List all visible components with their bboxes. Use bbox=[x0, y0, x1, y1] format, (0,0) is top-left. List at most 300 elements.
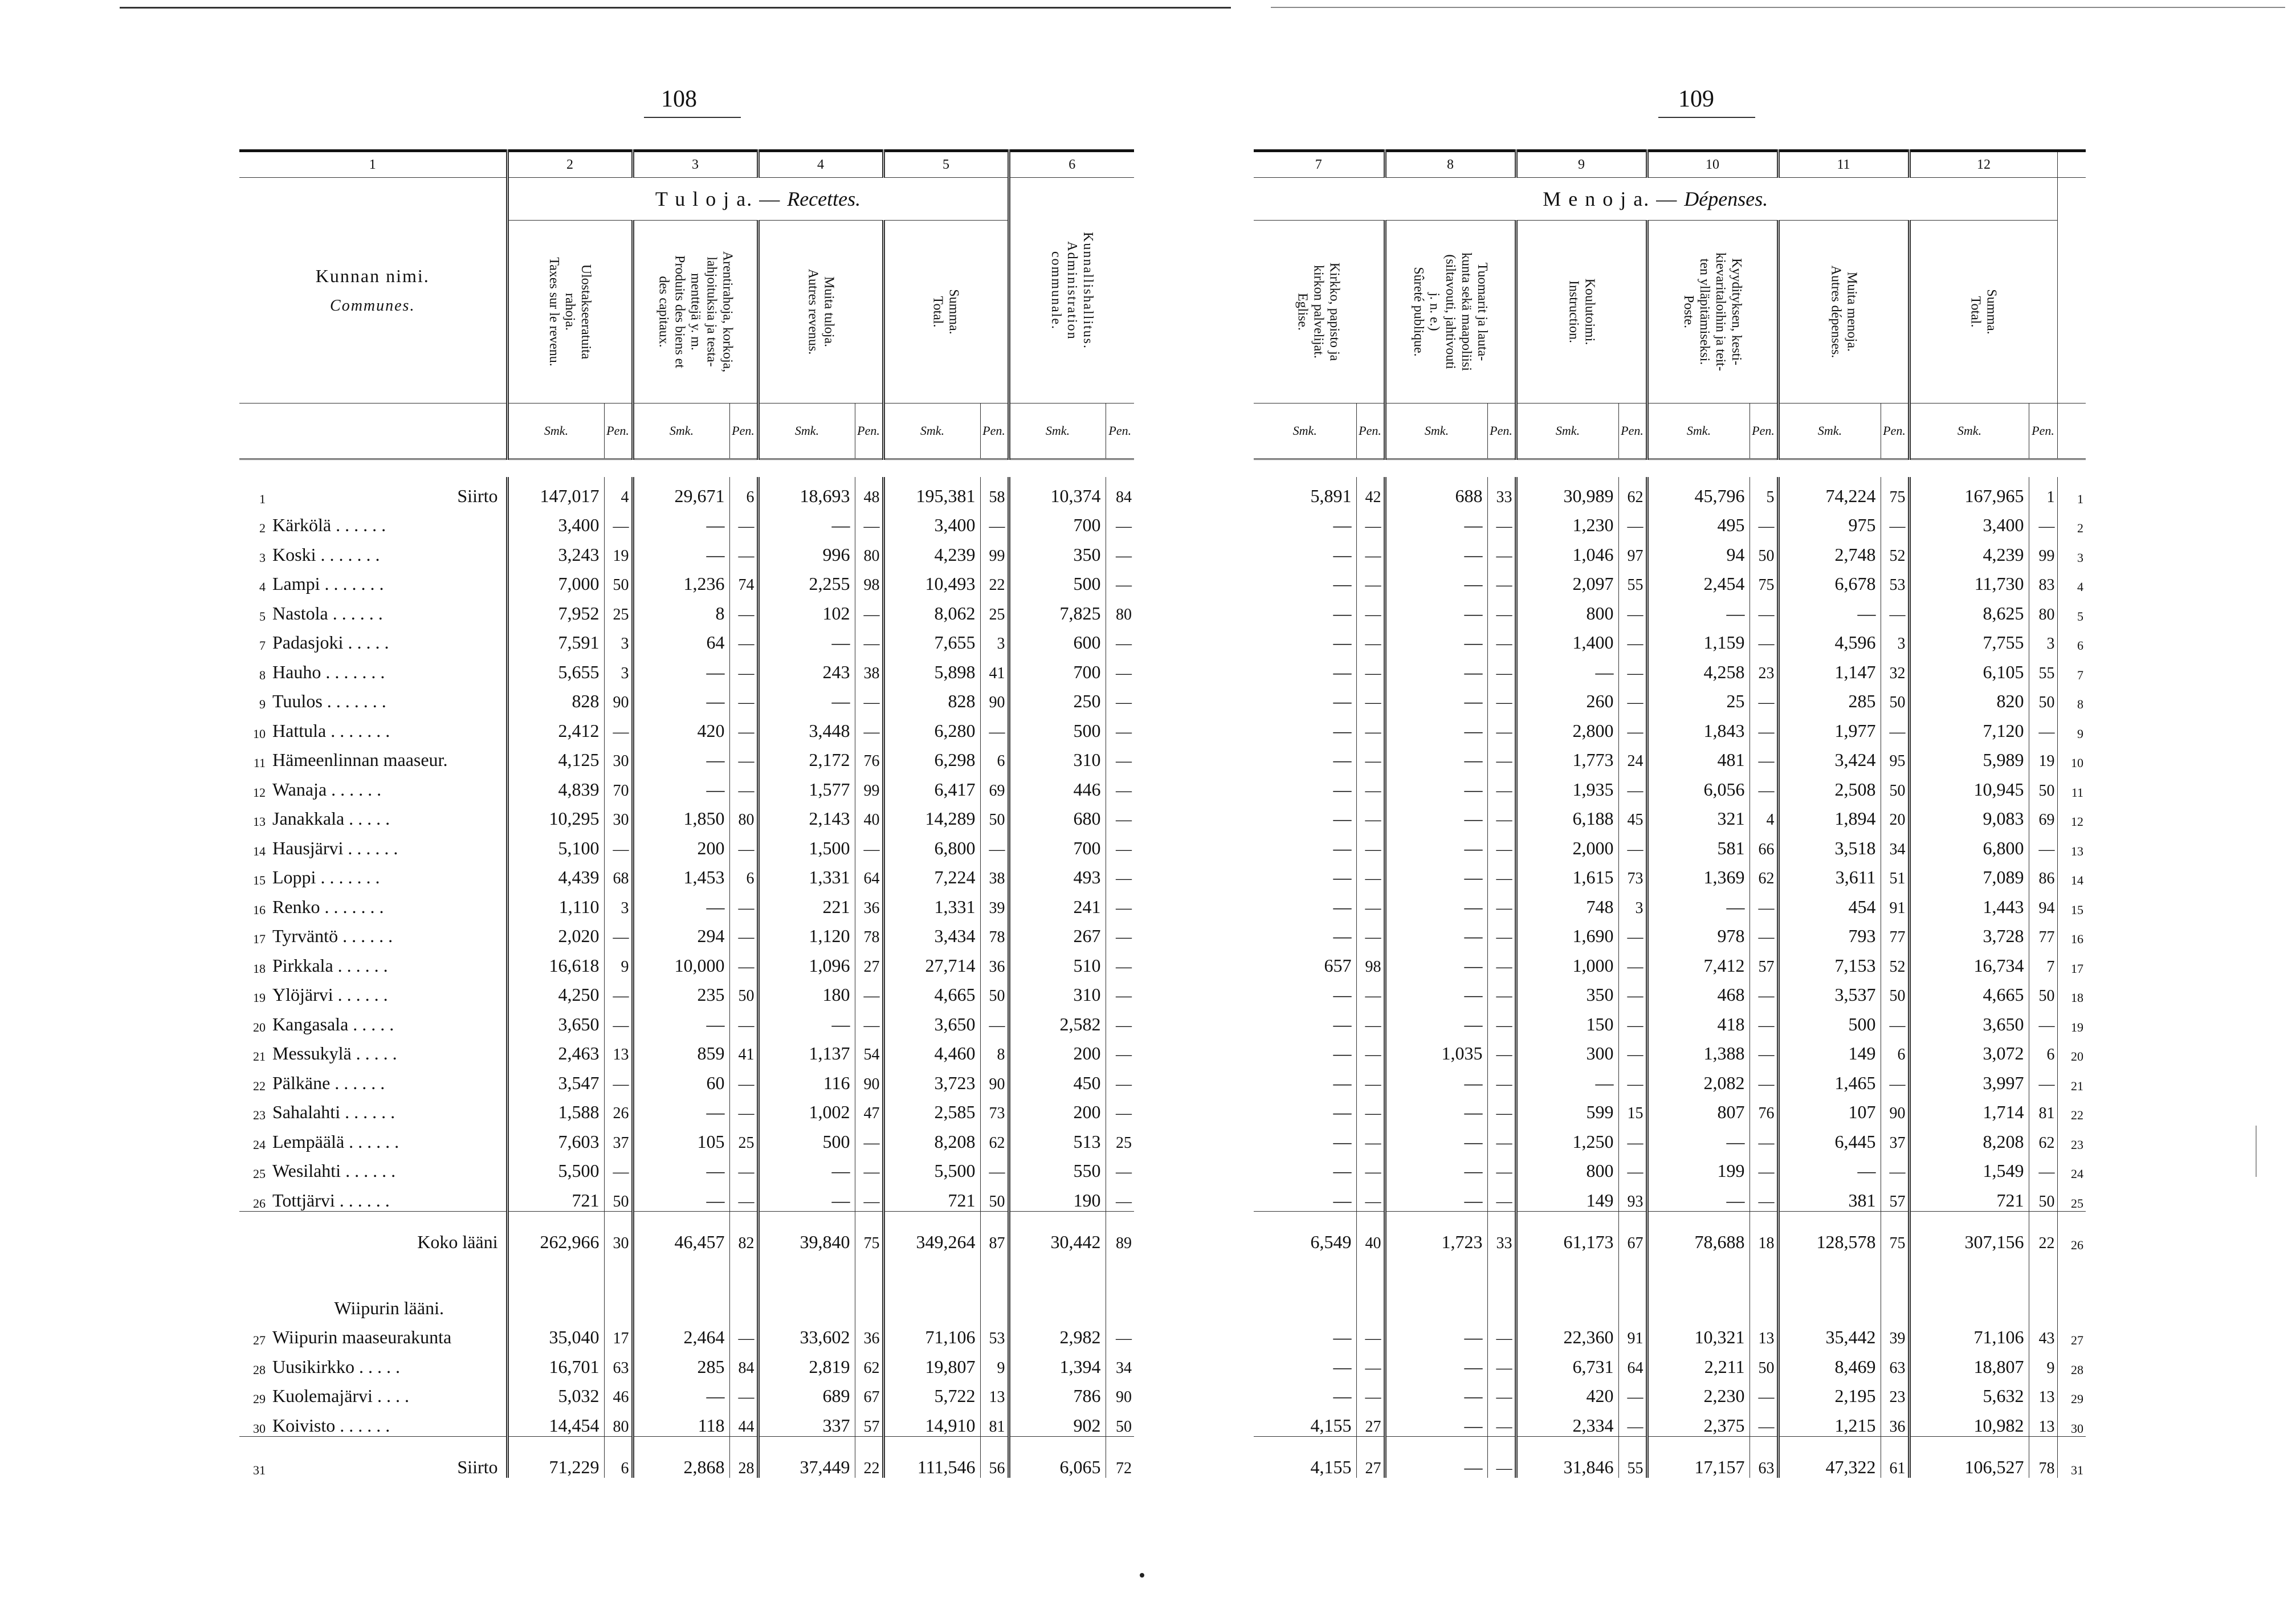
value-penni: 37 bbox=[1881, 1123, 1909, 1152]
value-penni: 62 bbox=[980, 1123, 1009, 1152]
value-markka: — bbox=[1333, 661, 1352, 682]
value-markka: — bbox=[1333, 1131, 1352, 1152]
value-penni: 50 bbox=[2029, 683, 2057, 712]
value-markka: 500 bbox=[758, 1123, 855, 1152]
value-penni: — bbox=[855, 1005, 883, 1035]
value-markka: 180 bbox=[758, 976, 855, 1006]
column-header-text: Arentirahoja, korkoja, lahjoituksia ja testa- menttejä y. m. Produits des biens et des capitaux. bbox=[656, 251, 735, 373]
commune-name: Sahalahti . . . . . . bbox=[272, 1102, 395, 1122]
value-penni: 90 bbox=[980, 683, 1009, 712]
table-row bbox=[239, 1407, 1134, 1436]
commune-name: Koski . . . . . . . bbox=[272, 544, 380, 565]
value-markka: 250 bbox=[1009, 683, 1106, 712]
value-markka: 200 bbox=[633, 829, 729, 859]
value-penni: — bbox=[1487, 624, 1516, 654]
unit-penni: Pen. bbox=[1356, 404, 1385, 459]
blank bbox=[1254, 1253, 1356, 1319]
value-penni: 57 bbox=[1881, 1181, 1909, 1211]
value-markka: 4,665 bbox=[883, 976, 980, 1006]
value-penni: 89 bbox=[1106, 1211, 1134, 1253]
table-row bbox=[1254, 976, 2086, 1006]
column-header bbox=[1254, 221, 1385, 404]
value-markka: 4,155 bbox=[1310, 1415, 1352, 1436]
column-header-text: Tuomarit ja lauta- kunta sekä maapoliisi (siltavouti, jahtivouti j. n. e.) Sûreté publique. bbox=[1410, 252, 1490, 371]
value-markka: 7,591 bbox=[507, 624, 604, 654]
value-markka: 102 bbox=[758, 594, 855, 624]
line-number: 13 bbox=[253, 814, 266, 829]
value-penni: — bbox=[980, 712, 1009, 741]
value-penni: 48 bbox=[855, 477, 883, 507]
value-markka: 2,868 bbox=[633, 1436, 729, 1478]
table-row bbox=[239, 829, 1134, 859]
value-markka: 3,611 bbox=[1778, 859, 1881, 889]
value-penni: — bbox=[1487, 976, 1516, 1006]
value-penni: 76 bbox=[855, 741, 883, 771]
value-markka: 1,147 bbox=[1778, 653, 1881, 683]
value-penni: — bbox=[1356, 829, 1385, 859]
table-row bbox=[1254, 888, 2086, 918]
value-markka: 241 bbox=[1009, 888, 1106, 918]
value-penni: 34 bbox=[1881, 829, 1909, 859]
value-markka: 147,017 bbox=[507, 477, 604, 507]
value-penni: 42 bbox=[1356, 477, 1385, 507]
line-number: 28 bbox=[253, 1362, 266, 1377]
revenue-table bbox=[239, 149, 1134, 1478]
value-markka: 7,825 bbox=[1009, 594, 1106, 624]
group-header-fr: Recettes. bbox=[787, 188, 861, 210]
value-markka: — bbox=[1385, 1123, 1487, 1152]
commune-name: Siirto bbox=[268, 1436, 507, 1478]
value-penni: 6 bbox=[604, 1436, 633, 1478]
value-penni: — bbox=[1106, 741, 1134, 771]
table-row bbox=[1254, 1005, 2086, 1035]
value-penni: — bbox=[1487, 741, 1516, 771]
value-markka: 7,224 bbox=[883, 859, 980, 889]
value-penni: 3 bbox=[980, 624, 1009, 654]
column-header bbox=[1385, 221, 1516, 404]
value-markka: 7,120 bbox=[1909, 712, 2029, 741]
value-penni: 9 bbox=[604, 947, 633, 976]
value-markka: 25 bbox=[1647, 683, 1749, 712]
value-markka: 45,796 bbox=[1647, 477, 1749, 507]
value-penni: — bbox=[729, 683, 758, 712]
value-penni: 33 bbox=[1487, 477, 1516, 507]
value-penni: — bbox=[1487, 594, 1516, 624]
value-markka: 18,693 bbox=[758, 477, 855, 507]
value-markka: 39,840 bbox=[758, 1211, 855, 1253]
table-row bbox=[1254, 683, 2086, 712]
value-penni: — bbox=[1356, 1348, 1385, 1377]
value-markka: 1,236 bbox=[633, 565, 729, 595]
value-penni: 13 bbox=[2029, 1377, 2057, 1407]
blank bbox=[729, 1253, 758, 1319]
value-penni: 30 bbox=[604, 1211, 633, 1253]
commune-name: Kuolemajärvi . . . . bbox=[272, 1385, 409, 1406]
value-markka: 167,965 bbox=[1909, 477, 2029, 507]
line-number: 1 bbox=[2057, 477, 2086, 507]
value-markka: 1,714 bbox=[1909, 1094, 2029, 1123]
top-rule-left bbox=[120, 7, 1231, 9]
value-markka: 6,298 bbox=[883, 741, 980, 771]
table-row bbox=[239, 800, 1134, 830]
table-row bbox=[239, 1064, 1134, 1094]
table-row bbox=[1254, 1377, 2086, 1407]
table-row bbox=[239, 918, 1134, 947]
unit-penni: Pen. bbox=[1749, 404, 1778, 459]
value-markka: 4,239 bbox=[1909, 536, 2029, 565]
table-row bbox=[239, 477, 1134, 507]
value-markka: 5,722 bbox=[883, 1377, 980, 1407]
value-markka: 6,549 bbox=[1254, 1211, 1356, 1253]
value-markka: 1,977 bbox=[1778, 712, 1881, 741]
value-penni: — bbox=[1487, 683, 1516, 712]
table-row bbox=[239, 1181, 1134, 1211]
value-penni: — bbox=[1618, 976, 1647, 1006]
commune-name: Lampi . . . . . . . bbox=[272, 573, 384, 594]
value-markka: 2,020 bbox=[507, 918, 604, 947]
value-markka: — bbox=[1647, 888, 1749, 918]
value-markka: 2,800 bbox=[1516, 712, 1618, 741]
commune-name: Renko . . . . . . . bbox=[272, 896, 384, 917]
value-markka: 1,394 bbox=[1009, 1348, 1106, 1377]
value-penni: — bbox=[1749, 918, 1778, 947]
unit-markka: Smk. bbox=[633, 404, 729, 459]
value-penni: 80 bbox=[855, 536, 883, 565]
column-header-text: Summa. Total. bbox=[1968, 289, 1999, 335]
line-number bbox=[239, 1211, 268, 1253]
value-penni: — bbox=[729, 1005, 758, 1035]
value-markka: — bbox=[1385, 653, 1487, 683]
value-penni: 47 bbox=[855, 1094, 883, 1123]
units-blank bbox=[239, 404, 507, 459]
value-penni: 91 bbox=[1881, 888, 1909, 918]
value-penni: 3 bbox=[1881, 624, 1909, 654]
value-penni: 4 bbox=[604, 477, 633, 507]
table-row bbox=[239, 741, 1134, 771]
value-penni: — bbox=[1749, 888, 1778, 918]
value-penni: 45 bbox=[1618, 800, 1647, 830]
value-markka: 3,650 bbox=[1909, 1005, 2029, 1035]
value-penni: — bbox=[729, 712, 758, 741]
value-markka: 1,159 bbox=[1647, 624, 1749, 654]
value-penni: 69 bbox=[980, 771, 1009, 800]
value-markka: 4,125 bbox=[507, 741, 604, 771]
value-markka: 2,082 bbox=[1647, 1064, 1749, 1094]
value-markka: 149 bbox=[1516, 1181, 1618, 1211]
unit-markka: Smk. bbox=[1254, 404, 1356, 459]
value-penni: — bbox=[855, 594, 883, 624]
blank bbox=[1881, 1253, 1909, 1319]
value-markka: 310 bbox=[1009, 741, 1106, 771]
value-markka: 1,046 bbox=[1516, 536, 1618, 565]
col-number: 8 bbox=[1385, 151, 1516, 178]
value-markka: 310 bbox=[1009, 976, 1106, 1006]
value-penni: 38 bbox=[980, 859, 1009, 889]
column-header-text: Kyydityksen, kesti- kievaritaloihin ja teit- ten ylläpitämiseksi. Poste. bbox=[1681, 252, 1744, 371]
value-markka: 64 bbox=[633, 624, 729, 654]
value-markka: 10,945 bbox=[1909, 771, 2029, 800]
value-penni: 3 bbox=[1618, 888, 1647, 918]
value-markka: 510 bbox=[1009, 947, 1106, 976]
table-row bbox=[1254, 536, 2086, 565]
value-penni: — bbox=[980, 1152, 1009, 1182]
value-markka: — bbox=[1516, 1064, 1618, 1094]
value-penni: — bbox=[1487, 1407, 1516, 1436]
value-penni: — bbox=[1881, 1064, 1909, 1094]
commune-name: Messukylä . . . . . bbox=[272, 1043, 397, 1063]
value-markka: 1,388 bbox=[1647, 1035, 1749, 1065]
column-header-text: Muita tuloja. Autres revenus. bbox=[805, 268, 836, 355]
value-penni: 67 bbox=[855, 1377, 883, 1407]
col-number: 3 bbox=[633, 151, 758, 178]
value-penni: 64 bbox=[1618, 1348, 1647, 1377]
value-markka: — bbox=[1333, 1356, 1352, 1377]
value-markka: — bbox=[1385, 829, 1487, 859]
value-penni: 50 bbox=[2029, 771, 2057, 800]
value-markka: 581 bbox=[1647, 829, 1749, 859]
value-markka: 500 bbox=[1778, 1005, 1881, 1035]
value-penni: 25 bbox=[604, 594, 633, 624]
value-markka: 71,106 bbox=[1909, 1319, 2029, 1348]
value-penni: — bbox=[1106, 888, 1134, 918]
value-markka: 116 bbox=[758, 1064, 855, 1094]
value-markka: 10,493 bbox=[883, 565, 980, 595]
value-penni: — bbox=[1749, 1181, 1778, 1211]
value-markka: — bbox=[1333, 749, 1352, 770]
value-penni: — bbox=[1106, 1152, 1134, 1182]
value-markka: 6,065 bbox=[1009, 1436, 1106, 1478]
value-markka: 4,239 bbox=[883, 536, 980, 565]
value-markka: — bbox=[1333, 808, 1352, 829]
value-markka: 3,723 bbox=[883, 1064, 980, 1094]
value-penni: — bbox=[1487, 918, 1516, 947]
value-penni: 24 bbox=[1618, 741, 1647, 771]
value-penni: — bbox=[1487, 1064, 1516, 1094]
unit-penni: Pen. bbox=[1881, 404, 1909, 459]
value-penni: 40 bbox=[1356, 1211, 1385, 1253]
value-markka: 513 bbox=[1009, 1123, 1106, 1152]
value-penni: — bbox=[1356, 741, 1385, 771]
value-penni: 99 bbox=[980, 536, 1009, 565]
value-markka: 446 bbox=[1009, 771, 1106, 800]
value-penni: 62 bbox=[2029, 1123, 2057, 1152]
blank bbox=[604, 1253, 633, 1319]
line-number: 27 bbox=[253, 1333, 266, 1347]
value-penni: 50 bbox=[980, 800, 1009, 830]
value-markka: — bbox=[633, 1181, 729, 1211]
line-number: 5 bbox=[259, 609, 266, 623]
line-number: 30 bbox=[253, 1421, 266, 1436]
value-penni: 73 bbox=[1618, 859, 1647, 889]
value-penni: — bbox=[1881, 594, 1909, 624]
value-markka: 3,400 bbox=[1909, 507, 2029, 536]
value-markka: — bbox=[633, 1377, 729, 1407]
value-markka: — bbox=[1333, 602, 1352, 623]
value-markka: 2,211 bbox=[1647, 1348, 1749, 1377]
col-number: 6 bbox=[1009, 151, 1134, 178]
group-header-fr: Dépenses. bbox=[1684, 188, 1768, 210]
value-markka: 4,596 bbox=[1778, 624, 1881, 654]
value-penni: 62 bbox=[855, 1348, 883, 1377]
value-penni: 75 bbox=[855, 1211, 883, 1253]
value-penni: 28 bbox=[729, 1436, 758, 1478]
value-markka: — bbox=[1333, 1043, 1352, 1063]
line-number: 28 bbox=[2057, 1348, 2086, 1377]
value-penni: — bbox=[1487, 947, 1516, 976]
value-markka: 9,083 bbox=[1909, 800, 2029, 830]
col-number: 9 bbox=[1516, 151, 1647, 178]
value-penni: 23 bbox=[1749, 653, 1778, 683]
value-penni: 68 bbox=[604, 859, 633, 889]
value-markka: 2,582 bbox=[1009, 1005, 1106, 1035]
value-markka: 859 bbox=[633, 1035, 729, 1065]
value-penni: 73 bbox=[980, 1094, 1009, 1123]
value-penni: — bbox=[1106, 918, 1134, 947]
value-penni: — bbox=[729, 1064, 758, 1094]
commune-name: Kangasala . . . . . bbox=[272, 1013, 394, 1034]
value-penni: — bbox=[1356, 1005, 1385, 1035]
value-markka: 6,445 bbox=[1778, 1123, 1881, 1152]
unit-markka: Smk. bbox=[758, 404, 855, 459]
unit-penni: Pen. bbox=[2029, 404, 2057, 459]
value-penni: — bbox=[1487, 1348, 1516, 1377]
value-markka: — bbox=[1647, 594, 1749, 624]
commune-name: Loppi . . . . . . . bbox=[272, 867, 380, 887]
column-header bbox=[1909, 221, 2057, 404]
value-markka: 996 bbox=[758, 536, 855, 565]
value-penni: 55 bbox=[2029, 653, 2057, 683]
value-markka: 5,500 bbox=[883, 1152, 980, 1182]
value-penni: 3 bbox=[604, 653, 633, 683]
value-markka: 243 bbox=[758, 653, 855, 683]
value-markka: 600 bbox=[1009, 624, 1106, 654]
value-markka: 2,195 bbox=[1778, 1377, 1881, 1407]
value-markka: 4,460 bbox=[883, 1035, 980, 1065]
value-markka: 260 bbox=[1516, 683, 1618, 712]
value-penni: — bbox=[1487, 800, 1516, 830]
value-markka: — bbox=[1333, 632, 1352, 653]
value-markka: 16,701 bbox=[507, 1348, 604, 1377]
line-number: 6 bbox=[2057, 624, 2086, 654]
value-penni: — bbox=[1356, 565, 1385, 595]
value-markka: 6,800 bbox=[1909, 829, 2029, 859]
column-header bbox=[758, 221, 883, 404]
value-markka: — bbox=[633, 1094, 729, 1123]
value-markka: 1,690 bbox=[1516, 918, 1618, 947]
commune-name: Hauho . . . . . . . bbox=[272, 661, 385, 682]
value-markka: 1,577 bbox=[758, 771, 855, 800]
value-markka: 7,755 bbox=[1909, 624, 2029, 654]
value-markka: 3,650 bbox=[883, 1005, 980, 1035]
value-markka: 71,106 bbox=[883, 1319, 980, 1348]
value-penni: 51 bbox=[1881, 859, 1909, 889]
table-row bbox=[1254, 1035, 2086, 1065]
line-number: 27 bbox=[2057, 1319, 2086, 1348]
value-penni: 90 bbox=[1881, 1094, 1909, 1123]
value-markka: 599 bbox=[1516, 1094, 1618, 1123]
value-penni: — bbox=[1618, 1064, 1647, 1094]
value-markka: 807 bbox=[1647, 1094, 1749, 1123]
value-penni: 66 bbox=[1749, 829, 1778, 859]
value-penni: — bbox=[729, 771, 758, 800]
value-markka: — bbox=[633, 683, 729, 712]
col-number: 1 bbox=[239, 151, 507, 178]
line-number: 30 bbox=[2057, 1407, 2086, 1436]
value-markka: 689 bbox=[758, 1377, 855, 1407]
value-penni: 90 bbox=[855, 1064, 883, 1094]
table-row bbox=[1254, 947, 2086, 976]
value-markka: 1,850 bbox=[633, 800, 729, 830]
value-penni: 50 bbox=[604, 1181, 633, 1211]
value-markka: 2,585 bbox=[883, 1094, 980, 1123]
value-penni: 25 bbox=[1106, 1123, 1134, 1152]
unit-markka: Smk. bbox=[1909, 404, 2029, 459]
value-penni: — bbox=[1487, 1094, 1516, 1123]
value-penni: — bbox=[1749, 1377, 1778, 1407]
value-penni: — bbox=[729, 741, 758, 771]
value-markka: 748 bbox=[1516, 888, 1618, 918]
value-penni: 50 bbox=[1749, 536, 1778, 565]
value-markka: — bbox=[758, 1181, 855, 1211]
value-penni: 63 bbox=[1749, 1436, 1778, 1478]
value-penni: 19 bbox=[2029, 741, 2057, 771]
blank bbox=[2057, 178, 2086, 404]
value-markka: 37,449 bbox=[758, 1436, 855, 1478]
unit-markka: Smk. bbox=[883, 404, 980, 459]
commune-name: Siirto bbox=[457, 485, 498, 506]
value-penni: 22 bbox=[2029, 1211, 2057, 1253]
value-markka: 6,417 bbox=[883, 771, 980, 800]
value-penni: 6 bbox=[729, 477, 758, 507]
value-penni: — bbox=[729, 918, 758, 947]
value-markka: — bbox=[1333, 1385, 1352, 1406]
line-number: 18 bbox=[253, 961, 266, 976]
name-header-cell bbox=[239, 178, 507, 404]
value-markka: — bbox=[1385, 771, 1487, 800]
value-markka: 6,678 bbox=[1778, 565, 1881, 595]
value-penni: 99 bbox=[855, 771, 883, 800]
value-penni: 57 bbox=[855, 1407, 883, 1436]
value-penni: — bbox=[1749, 624, 1778, 654]
value-markka: 17,157 bbox=[1647, 1436, 1749, 1478]
value-markka: — bbox=[633, 536, 729, 565]
value-markka: 321 bbox=[1647, 800, 1749, 830]
value-markka: 828 bbox=[507, 683, 604, 712]
value-markka: 3,537 bbox=[1778, 976, 1881, 1006]
value-markka: 350 bbox=[1009, 536, 1106, 565]
value-penni: — bbox=[1487, 565, 1516, 595]
line-number: 24 bbox=[2057, 1152, 2086, 1182]
table-row bbox=[1254, 624, 2086, 654]
value-penni: 13 bbox=[980, 1377, 1009, 1407]
value-penni: — bbox=[1618, 1005, 1647, 1035]
value-penni: — bbox=[1106, 712, 1134, 741]
value-penni: 37 bbox=[604, 1123, 633, 1152]
line-number: 2 bbox=[2057, 507, 2086, 536]
value-penni: — bbox=[1106, 1064, 1134, 1094]
value-markka: — bbox=[1385, 888, 1487, 918]
value-markka: 5,655 bbox=[507, 653, 604, 683]
value-penni: 93 bbox=[1618, 1181, 1647, 1211]
value-markka: 6,800 bbox=[883, 829, 980, 859]
value-markka: — bbox=[1385, 1064, 1487, 1094]
value-penni: — bbox=[1356, 1094, 1385, 1123]
value-markka: 500 bbox=[1009, 565, 1106, 595]
line-number: 7 bbox=[259, 638, 266, 653]
value-penni: — bbox=[1487, 771, 1516, 800]
blank bbox=[2029, 1253, 2057, 1319]
line-number: 4 bbox=[2057, 565, 2086, 595]
